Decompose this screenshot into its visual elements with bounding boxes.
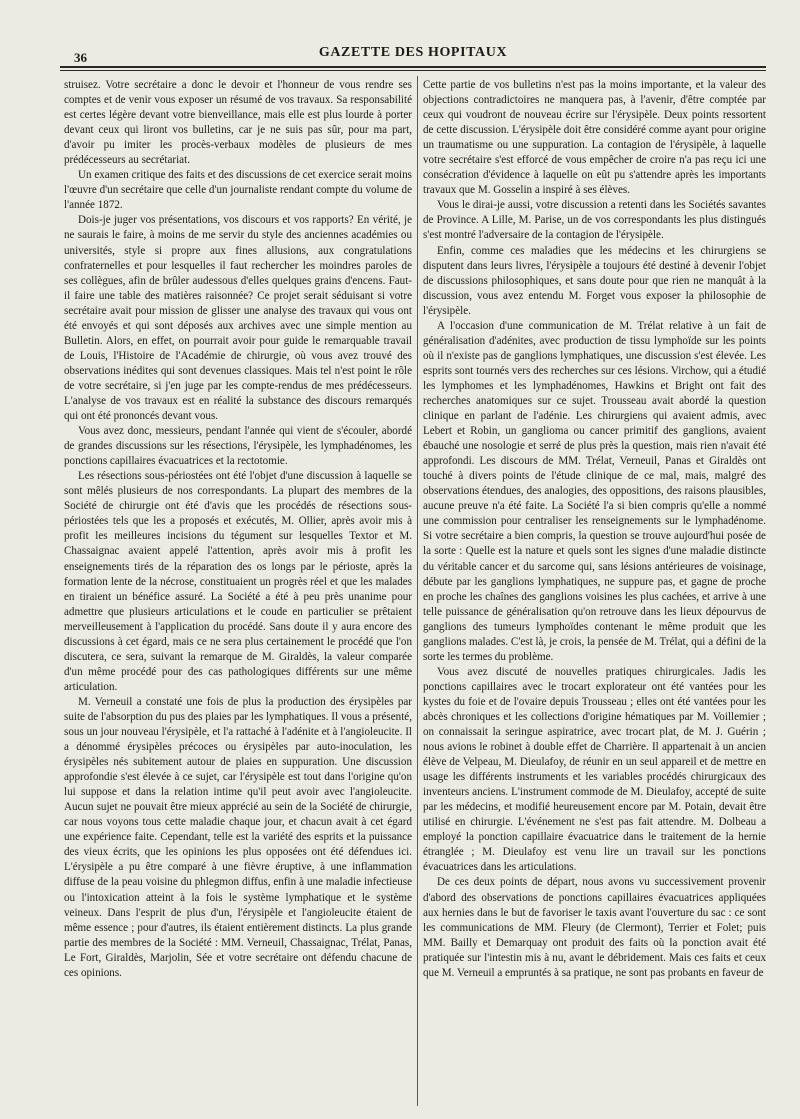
paragraph: Vous le dirai-je aussi, votre discussion a retenti dans les Sociétés savantes de Province. A Lille, M. Parise, un de vos correspondants les plus distingués s'est montré l'adversaire de la contagion de l'érysipèle.	[423, 199, 766, 242]
paragraph: Les résections sous-périostées ont été l'objet d'une discussion à laquelle se sont mêlés plusieurs de nos correspondants. La plupart des membres de la Société de chirurgie ont été d'avis que les procédés de résections sous-périostées tels que les a proposés et exécutés, M. Ollier, après avoir mis à profit les meilleures incisions du tégument sur lesquelles Textor et M. Chassaignac avaient appelé l'attention, après avoir mis à profit les enseignements tirés de la réparation des os longs par le périoste, après la formation lente de la nécrose, constituaient un progrès réel et que les malades en tiraient un bénéfice assuré. La Société a été à peu près unanime pour admettre que plusieurs articulations et le coude en particulier se prêtaient merveilleusement à l'application du procédé. Sans doute il y aura encore des discussions à cet égard, mais ce ne sera plus certainement le procédé que l'on discutera, ce sera, suivant la remarque de M. Giraldès, la valeur comparée d'un même procédé pour des cas pathologiques différents sur une même articulation.	[64, 470, 412, 693]
page-header	[60, 42, 766, 68]
paragraph: Vous avez donc, messieurs, pendant l'année qui vient de s'écouler, abordé de grandes discussions sur les résections, l'érysipèle, les lymphadénomes, les ponctions capillaires évacuatrices et la rectotomie.	[64, 425, 412, 468]
paragraph: Un examen critique des faits et des discussions de cet exercice serait moins l'œuvre d'un secrétaire que celle d'un journaliste rendant compte du volume de l'année 1872.	[64, 169, 412, 212]
paragraph: Cette partie de vos bulletins n'est pas la moins importante, et la valeur des objections contradictoires ne manquera pas, à l'avenir, d'être comptée par ceux qui voudront de nouveau écrire sur l'érysipèle. Deux points ressortent de cette discussion. L'érysipèle doit être considéré comme ayant pour origine un traumatisme ou une suppuration. La contagion de l'érysipèle, à laquelle votre secrétaire s'est efforcé de vous empêcher de croire n'a pas reçu ici une consécration d'évidence à laquelle on eût pu s'attendre après les importants travaux que M. Gosselin a inspiré à ses élèves.	[423, 79, 766, 197]
header-rule-thick	[60, 66, 766, 68]
running-head: GAZETTE DES HOPITAUX	[318, 45, 508, 60]
paragraph: De ces deux points de départ, nous avons vu successivement provenir d'abord des observations de ponctions capillaires évacuatrices appliquées aux hernies dans le but de favoriser le taxis avant l'ouverture du sac : ce sont les communications de MM. Fleury (de Clermont), Terrier et Folet; puis MM. Bailly et Demarquay ont produit des faits où la ponction avait été pratiquée sur l'intestin mis à nu, avant le débridement. Mais ces faits et ceux que M. Verneuil a empruntés à sa pratique, ne sont pas probants en faveur de	[423, 876, 766, 979]
paragraph: struisez. Votre secrétaire a donc le devoir et l'honneur de vous rendre ses comptes et de venir vous exposer un résumé de vos travaux. Sa responsabilité est certes légère devant votre bienveillance, mais elle est plus lourde à porter devant ceux qui liront vos bulletins, car je ne suis pas sûr, pour ma part, d'avoir pu imiter les procès-verbaux modèles de plusieurs de mes prédécesseurs au secrétariat.	[64, 79, 412, 167]
paragraph: Dois-je juger vos présentations, vos discours et vos rapports? En vérité, je ne saurais le faire, à moins de me servir du style des anciennes académies ou universités, style si propre aux fines allusions, aux congratulations confraternelles et pour lesquelles il faut rechercher les moindres paroles de ses collègues, afin de brûler audessous d'elles quelques grains d'encens. Faut-il faire une table des matières raisonnée? Ce projet serait séduisant si votre secrétaire avait pour mission de glisser une analyse des travaux qui vous ont été envoyés et qui sont déposés aux archives avec une simple mention au Bulletin. Alors, en effet, on pourrait avoir pour guide le remarquable travail de Louis, l'Histoire de l'Académie de chirurgie, où vous avez trouvé des observations inédites qui sont devenues classiques. Mais tel n'est point le rôle de votre secrétaire, si j'en juge par les compte-rendus de mes prédécesseurs. L'analyse de vos travaux est en réalité la substance des discours remarqués qui ont été prononcés devant vous.	[64, 214, 412, 423]
paragraph: A l'occasion d'une communication de M. Trélat relative à un fait de généralisation d'adénites, avec production de tissu lymphoïde sur les points où il n'existe pas de ganglions lymphatiques, une discussion s'est élevée. Les esprits sont tournés vers des recherches sur ces lésions. Virchow, qui a étudié les lymphomes et les lymphadénomes, Hawkins et Bright ont fait des recherches anatomiques sur ce sujet. Trousseau avait abordé la question clinique en parlant de l'adénie. Les chirurgiens qui avaient admis, avec Lebert et Robin, un ganglioma ou cancer primitif des ganglions, avaient ébauché une nosologie et serré de plus près la question, mais rien n'avait été approfondi. Les discours de MM. Trélat, Verneuil, Panas et Giraldès ont touché à divers points de l'étude clinique de ce mal, mais, malgré des observations étendues, des analogies, des oppositions, des raisons plausibles, aucune preuve n'a été faite. La Société l'a si bien compris qu'elle a nommé une commission pour centraliser les renseignements sur le lymphadénome. Si votre secrétaire a bien compris, la question se trouve aujourd'hui posée de la sorte : Quelle est la nature et quels sont les signes d'une maladie distincte du véritable cancer et du sarcome qui, sans lésions antérieures de voisinage, débute par les ganglions lymphatiques, ne suppure pas, et gagne de proche en proche les chaînes des ganglions voisines les plus cachées, et arrive à une telle puissance de généralisation qu'on retrouve dans les lieux dépourvus de ganglions des tumeurs lymphoïdes contenant le même produit que les ganglions malades. C'est là, je crois, la pensée de M. Trélat, qui a défini de la sorte les termes du problème.	[423, 319, 766, 663]
header-rule-thin	[60, 70, 766, 71]
page-number: 36	[74, 50, 87, 65]
right-column	[423, 78, 766, 1108]
paragraph: M. Verneuil a constaté une fois de plus la production des érysipèles par suite de l'absorption du pus des plaies par les lymphatiques. Il vous a présenté, sous un jour nouveau l'érysipèle, et l'a rattaché à l'adénite et à l'angioleucite. Il a dénommé érysipèles précoces ou érysipèles par auto-inoculation, les érysipèles nés subitement autour de plaies en suppuration. Une discussion approfondie s'est élevée à ce sujet, car l'érysipèle est tout dans l'origine qu'on lui suppose et dans la relation intime qu'il peut avoir avec l'angioleucite. Aucun sujet ne pouvait être mieux apprécié au sein de la Société de chirurgie, car nous voyons tous cette maladie chaque jour, et chacun avait à cet égard une expérience faite. Cependant, telle est la variété des esprits et la puissance des vieux écrits, que les opinions les plus opposées ont été défendues ici. L'érysipèle a pu être comparé à une fièvre éruptive, à une inflammation diffuse de la peau voisine du phlegmon diffus, enfin à une maladie infectieuse ou l'intoxication atteint à la fois le système lymphatique et le système veineux. Dans l'esprit de plus d'un, l'érysipèle et l'angioleucite étaient de même essence ; pour d'autres, ils étaient entièrement distincts. La plus grande partie des membres de la Société : MM. Verneuil, Chassaignac, Trélat, Panas, Le Fort, Giraldès, Marjolin, Sée et votre secrétaire ont défendu chacune de ces opinions.	[64, 695, 412, 979]
paragraph: Enfin, comme ces maladies que les médecins et les chirurgiens se disputent dans leurs livres, l'érysipèle a toujours été destiné à devenir l'objet de discussions philosophiques, et sans doute pour que rien ne manquât à la discussion, vous avez entendu M. Forget vous exposer la philosophie de l'érysipèle.	[423, 244, 766, 317]
left-column	[64, 78, 412, 1108]
column-divider	[417, 76, 418, 1106]
paragraph: Vous avez discuté de nouvelles pratiques chirurgicales. Jadis les ponctions capillaires avec le trocart explorateur ont été vantées pour les kystes du foie et de l'ovaire depuis Trousseau ; elles ont été vantées pour les abcès chroniques et les collections d'origine hématiques par M. Voillemier ; on connaissait la seringue aspiratrice, avec trocart plat, de M. J. Guérin ; nous avions le robinet à double effet de Charrière. Il appartenait à un ancien élève de Velpeau, M. Dieulafoy, de réunir en un seul appareil et de mettre en usage les différents instruments et les variables procédés chirurgicaux des inventeurs anciens. L'instrument commode de M. Dieulafoy, accepté de suite par les médecins, et modifié heureusement encore par M. Potain, devait être utilisé en chirurgie. L'événement ne s'est pas fait attendre. M. Dolbeau a employé la ponction capillaire évacuatrice dans le traitement de la hernie étranglée ; M. Dieulafoy est venu lire un travail sur les ponctions évacuatrices dans les articulations.	[423, 665, 766, 874]
